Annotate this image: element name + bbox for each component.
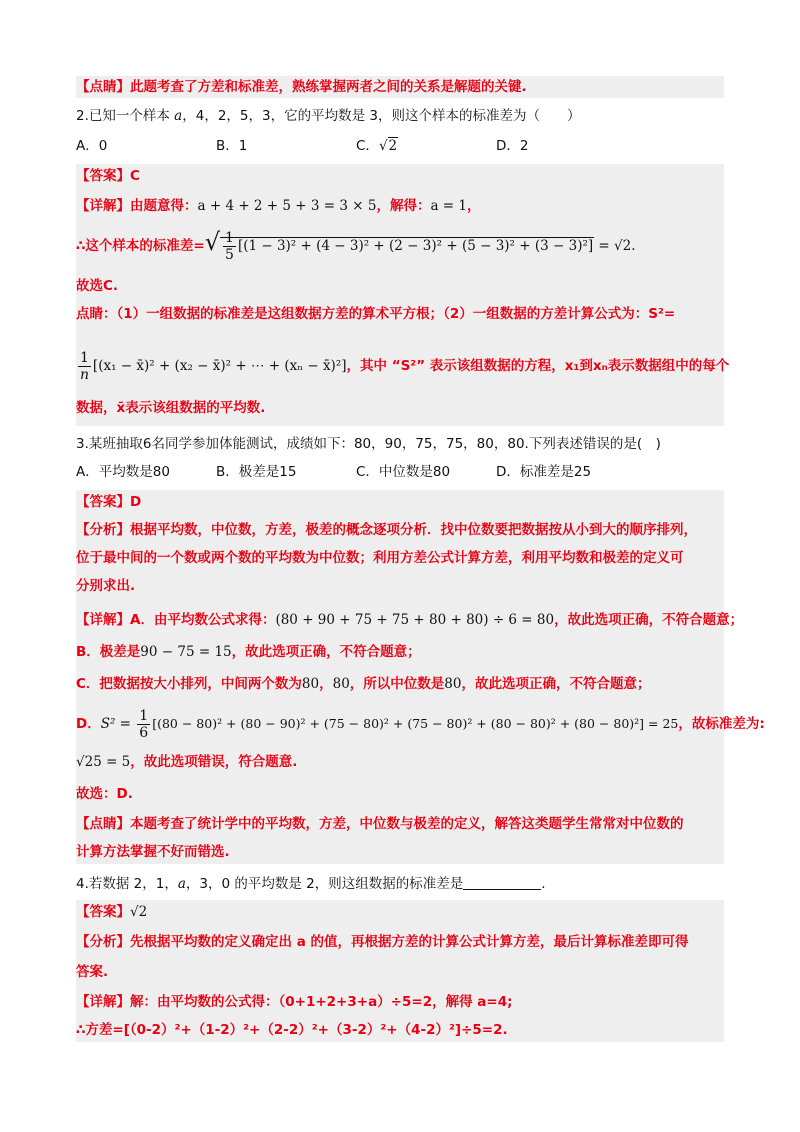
frac-num: 1	[225, 230, 234, 246]
detail-text: ，故此选项正确，不符合题意；	[461, 676, 651, 692]
q2-choose: 故选C.	[76, 278, 119, 294]
variance-formula: [(80 − 80)² + (80 − 90)² + (75 − 80)² + (75 − 80)² + (80 − 80)² + (80 − 80)²] = 25	[152, 716, 679, 731]
note-tag: 【点睛】	[76, 816, 130, 832]
analysis-text: 根据平均数，中位数，方差，极差的概念逐项分析．找中位数要把数据按从小到大的顺序排列，	[130, 522, 697, 538]
detail-text: D．	[76, 716, 101, 732]
detail-text: A．由平均数公式求得：	[130, 612, 276, 628]
note-text: 本题考查了统计学中的平均数，方差，中位数与极差的定义，解答这类题学生常常对中位数的	[130, 816, 684, 832]
detail-text: ，故此选项错误，符合题意.	[130, 754, 298, 770]
detail-equation: (80 + 90 + 75 + 75 + 80 + 80) ÷ 6 = 80	[275, 612, 555, 628]
q4-analysis-2: 答案.	[76, 964, 109, 980]
detail-tag: 【详解】	[76, 994, 130, 1010]
answer-blank	[463, 875, 541, 890]
q3-stem: 3.某班抽取6名同学参加体能测试，成绩如下：80，90，75，75，80，80.下列表述错误的是( )	[76, 436, 661, 452]
q3-detail-a	[76, 610, 743, 630]
q4-detail-2: ∴方差=[（0-2）²+（1-2）²+（2-2）²+（3-2）²+（4-2）²]÷5=2.	[76, 1022, 508, 1038]
sqrt-sign: √	[204, 228, 221, 256]
detail-text: 由题意得：	[130, 198, 198, 214]
q1-note	[76, 77, 527, 97]
answer-tag: 【答案】	[76, 904, 130, 920]
q2-sd-formula	[76, 224, 636, 264]
q2-option-b: B．1	[216, 138, 248, 154]
q2-option-c-radicand: 2	[388, 138, 398, 154]
q3-detail-c	[76, 674, 650, 694]
detail-text: ，解得：	[376, 198, 431, 214]
q2-stem-text-2: ，4，2，5，3，它的平均数是 3，则这个样本的标准差为（ ）	[182, 108, 581, 124]
detail-equation: √25 = 5	[76, 754, 131, 770]
sd-radicand	[220, 230, 594, 263]
detail-text: ，	[467, 198, 481, 214]
q4-analysis-1	[76, 932, 689, 952]
answer-value: √2	[130, 904, 148, 920]
q3-analysis-3: 分别求出.	[76, 578, 136, 594]
q3-option-c: C．中位数是80	[356, 464, 451, 480]
frac-den: 6	[139, 724, 149, 741]
answer-tag: 【答案】	[76, 168, 130, 184]
q4-detail-1	[76, 992, 513, 1012]
q2-detail	[76, 196, 481, 216]
q2-option-d: D．2	[496, 138, 529, 154]
q3-option-a: A．平均数是80	[76, 464, 170, 480]
detail-number: 80	[444, 676, 462, 692]
q4-stem-var: a	[177, 876, 186, 892]
detail-solution: a = 1	[430, 198, 467, 214]
detail-text: ，所以中位数是	[349, 676, 445, 692]
q2-option-c	[356, 136, 398, 156]
sd-body: [(1 − 3)² + (4 − 3)² + (2 − 3)² + (5 − 3)² + (3 − 3)²]	[237, 238, 594, 254]
answer-tag: 【答案】	[76, 494, 130, 510]
q3-answer	[76, 492, 141, 512]
q3-analysis-2: 位于最中间的一个数或两个数的平均数为中位数；利用方差公式计算方差，利用平均数和极差的定义可	[76, 550, 684, 566]
q3-note-1	[76, 814, 684, 834]
q2-note	[76, 304, 675, 324]
analysis-text: 先根据平均数的定义确定出 a 的值，再根据方差的计算公式计算方差，最后计算标准差即可得	[130, 934, 689, 950]
detail-text: ，故标准差为:	[678, 716, 765, 732]
q4-stem-text: 4.若数据 2，1，	[76, 876, 178, 892]
detail-tag: 【详解】	[76, 612, 130, 628]
q3-detail-d2	[76, 752, 297, 772]
q3-detail-d	[76, 706, 765, 742]
analysis-tag: 【分析】	[76, 522, 130, 538]
detail-number: 80	[301, 676, 320, 692]
detail-text: B．极差是	[76, 644, 141, 660]
q3-analysis-1	[76, 520, 697, 540]
q3-choose: 故选：D.	[76, 786, 133, 802]
q4-stem-end: .	[541, 876, 546, 892]
note-text: 此题考查了方差和标准差，熟练掌握两者之间的关系是解题的关键.	[130, 79, 527, 95]
detail-text: 解：由平均数的公式得：（0+1+2+3+a）÷5=2，解得 a=4;	[130, 994, 513, 1010]
frac-den: 5	[225, 247, 234, 263]
detail-equation: 90 − 75 = 15	[140, 644, 232, 660]
q2-stem-var: a	[174, 108, 183, 124]
detail-equation: a + 4 + 2 + 5 + 3 = 3 × 5	[197, 198, 377, 214]
frac-den: n	[79, 366, 89, 383]
q3-detail-b	[76, 642, 421, 662]
sqrt-sign: √	[378, 138, 388, 154]
detail-number: 80	[332, 676, 350, 692]
note-text: ，其中 “S²” 表示该组数据的方程，x₁到xₙ表示数据组中的每个	[346, 358, 730, 374]
note-label: 点睛：	[76, 306, 117, 322]
q2-stem	[76, 106, 580, 126]
q2-option-a: A．0	[76, 138, 108, 154]
q4-stem-text-2: ，3，0 的平均数是 2，则这组数据的标准差是	[185, 876, 464, 892]
note-tag: 【点睛】	[76, 79, 130, 95]
q4-stem	[76, 874, 546, 894]
detail-text: ，故此选项正确，不符合题意；	[231, 644, 421, 660]
detail-tag: 【详解】	[76, 198, 130, 214]
q3-note-2: 计算方法掌握不好而错选.	[76, 844, 230, 860]
sd-result: = √2.	[594, 238, 636, 254]
q3-option-b: B．极差是15	[216, 464, 297, 480]
note-text: （1）一组数据的标准差是这组数据方差的算术平方根；（2）一组数据的方差计算公式为：S²=	[116, 306, 676, 322]
detail-text: C．把数据按大小排列，中间两个数为	[76, 676, 302, 692]
frac-num: 1	[80, 349, 89, 366]
q2-answer	[76, 166, 140, 186]
q3-option-d: D．标准差是25	[496, 464, 592, 480]
answer-value: D	[130, 494, 142, 510]
variance-formula: [(x₁ − x̄)² + (x₂ − x̄)² + ⋯ + (xₙ − x̄)²]	[92, 358, 347, 374]
q2-option-c-label: C．	[356, 138, 379, 154]
analysis-tag: 【分析】	[76, 934, 130, 950]
q2-stem-text: 2.已知一个样本	[76, 108, 175, 124]
sd-lead: ∴这个样本的标准差=	[76, 238, 205, 254]
answer-value: C	[130, 168, 140, 184]
q2-note-formula	[76, 348, 729, 384]
variance-symbol: S² =	[100, 716, 136, 732]
detail-text: ，	[319, 676, 333, 692]
frac-num: 1	[139, 707, 149, 724]
q2-note-tail: 数据，x̄表示该组数据的平均数.	[76, 400, 266, 416]
q4-answer	[76, 902, 147, 922]
detail-text: ，故此选项正确，不符合题意；	[554, 612, 744, 628]
